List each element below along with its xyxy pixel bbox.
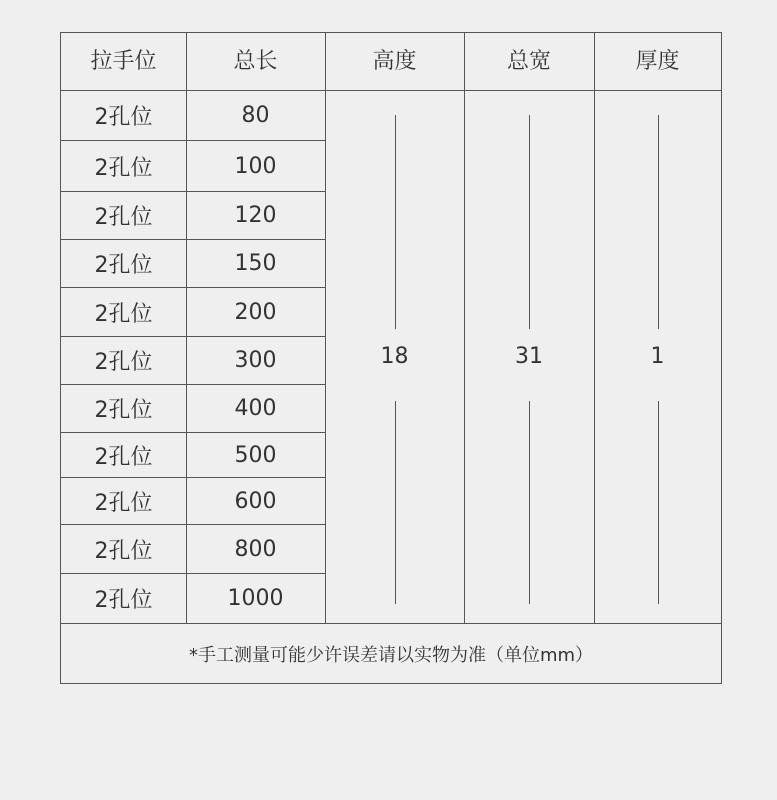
cell-position: 2孔位: [94, 253, 153, 278]
table-row: [61, 141, 325, 192]
cell-position: 2孔位: [94, 105, 153, 130]
cell-length: 400: [234, 396, 277, 421]
cell-length: 500: [234, 442, 277, 468]
table-row: [61, 91, 325, 141]
cell-length: 80: [241, 103, 270, 128]
table-row: [61, 574, 325, 623]
cell-length: 600: [234, 488, 277, 514]
height-value: 18: [380, 344, 409, 369]
cell-position: 2孔位: [94, 444, 153, 470]
cell-position: 2孔位: [94, 398, 153, 423]
table-row: [61, 385, 325, 433]
merged-thickness-cell: [594, 91, 721, 623]
thickness-value: 1: [650, 344, 665, 369]
dimension-line: [395, 401, 396, 604]
table-row: [61, 433, 325, 478]
header-thickness: 厚度: [635, 49, 680, 74]
cell-position: 2孔位: [94, 205, 153, 230]
header-handle-position: 拉手位: [90, 49, 157, 74]
spec-table: [60, 32, 722, 684]
dimension-line: [395, 115, 396, 329]
cell-length: 200: [234, 299, 277, 325]
table-row: [61, 192, 325, 240]
cell-position: 2孔位: [94, 155, 153, 181]
dimension-line: [658, 401, 659, 604]
header-height: 高度: [372, 49, 417, 74]
measurement-note: *手工测量可能少许误差请以实物为准（单位mm）: [61, 623, 721, 683]
table-header: [61, 33, 721, 91]
dimension-line: [529, 115, 530, 329]
cell-position: 2孔位: [94, 588, 153, 613]
cell-length: 1000: [227, 586, 284, 611]
cell-position: 2孔位: [94, 301, 153, 327]
table-row: [61, 337, 325, 385]
cell-length: 800: [234, 536, 277, 562]
header-total-width: 总宽: [506, 49, 551, 74]
width-value: 31: [515, 344, 543, 369]
cell-position: 2孔位: [94, 350, 153, 375]
cell-length: 150: [234, 251, 277, 276]
cell-length: 300: [234, 348, 277, 373]
header-total-length: 总长: [233, 49, 278, 74]
cell-length: 100: [234, 153, 277, 179]
table-row: [61, 288, 325, 337]
table-row: [61, 240, 325, 288]
merged-width-cell: [464, 91, 594, 623]
table-row: [61, 525, 325, 574]
cell-length: 120: [234, 203, 277, 228]
dimension-line: [529, 401, 530, 604]
dimension-line: [658, 115, 659, 329]
merged-height-cell: [325, 91, 464, 623]
cell-position: 2孔位: [94, 490, 153, 516]
table-row: [61, 478, 325, 525]
cell-position: 2孔位: [94, 538, 153, 564]
